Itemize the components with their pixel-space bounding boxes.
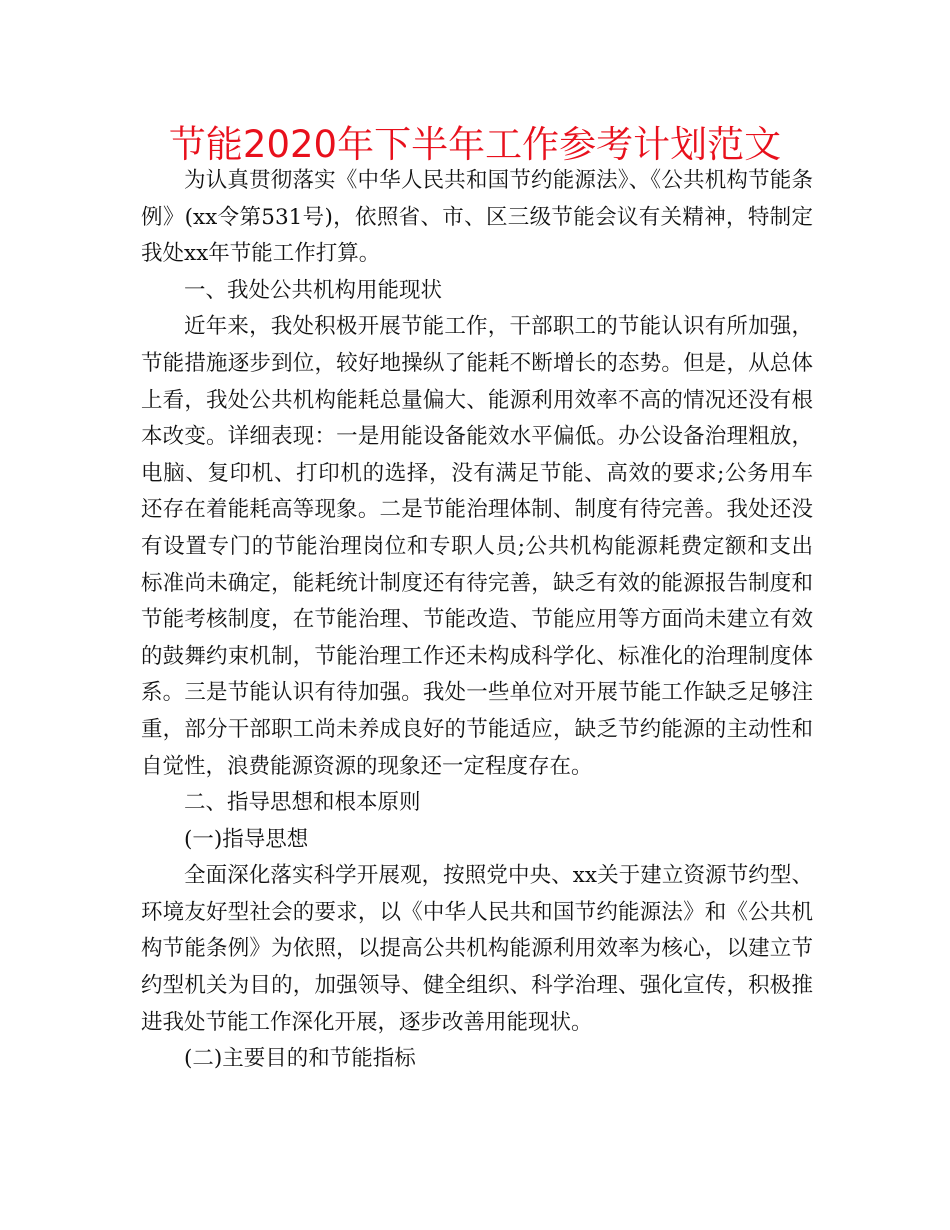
document-body <box>141 163 813 1078</box>
section-heading-2: 二、指导思想和根本原则 <box>184 790 421 816</box>
intro-paragraph: 为认真贯彻落实《中华人民共和国节约能源法》、《公共机构节能条例》(xx令第531号)，依照省、市、区三级节能会议有关精神，特制定我处xx年节能工作打算。 <box>141 168 813 267</box>
subsection-heading-2: (二)主要目的和节能指标 <box>184 1046 416 1072</box>
subsection-heading-1: (一)指导思想 <box>184 826 309 852</box>
guiding-paragraph: 全面深化落实科学开展观，按照党中央、xx关于建立资源节约型、环境友好型社会的要求，以《中华人民共和国节约能源法》和《公共机构节能条例》为依照，以提高公共机构能源利用效率为核心，以建立节约型机关为目的，加强领导、健全组织、科学治理、强化宣传，积极推进我处节能工作深化开展，逐步改善用能现状。 <box>141 863 813 1035</box>
section-heading-1: 一、我处公共机构用能现状 <box>184 277 443 303</box>
document-title: 节能2020年下半年工作参考计划范文 <box>168 123 782 166</box>
status-paragraph: 近年来，我处积极开展节能工作，干部职工的节能认识有所加强，节能措施逐步到位，较好地操纵了能耗不断增长的态势。但是，从总体上看，我处公共机构能耗总量偏大、能源利用效率不高的情况还没有根本改变。详细表现：一是用能设备能效水平偏低。办公设备治理粗放，电脑、复印机、打印机的选择，没有满足节能、高效的要求;公务用车还存在着能耗高等现象。二是节能治理体制、制度有待完善。我处还没有设置专门的节能治理岗位和专职人员;公共机构能源耗费定额和支出标准尚未确定，能耗统计制度还有待完善，缺乏有效的能源报告制度和节能考核制度，在节能治理、节能改造、节能应用等方面尚未建立有效的鼓舞约束机制，节能治理工作还未构成科学化、标准化的治理制度体系。三是节能认识有待加强。我处一些单位对开展节能工作缺乏足够注重，部分干部职工尚未养成良好的节能适应，缺乏节约能源的主动性和自觉性，浪费能源资源的现象还一定程度存在。 <box>141 314 813 779</box>
